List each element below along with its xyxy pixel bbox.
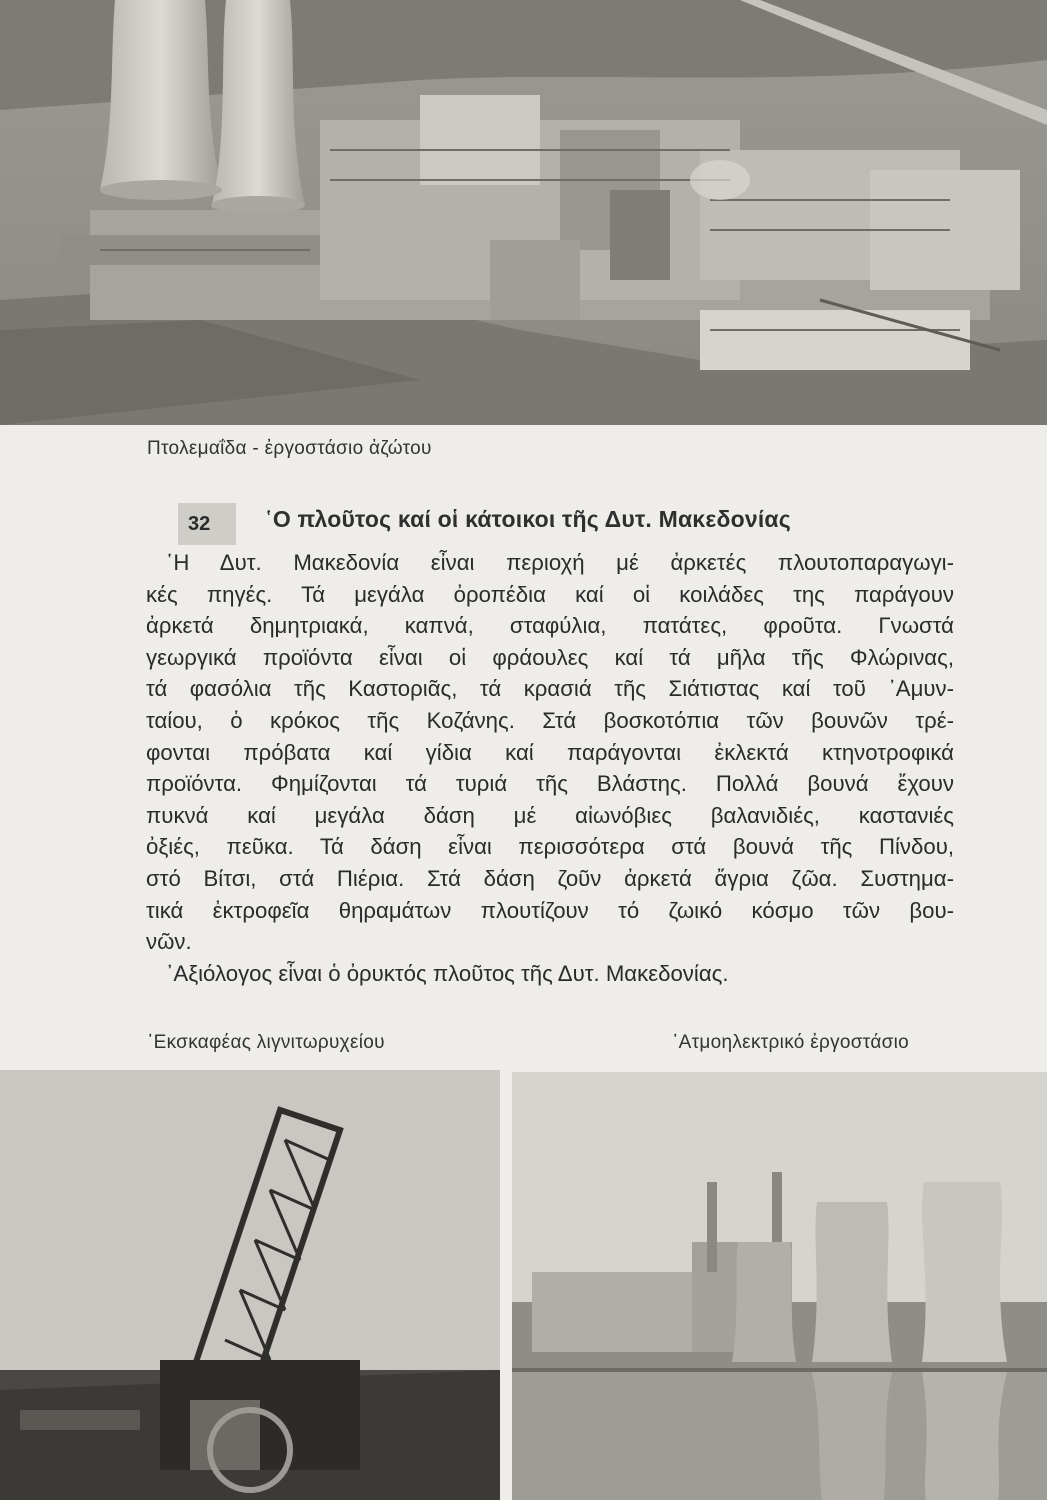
lesson-title: ῾Ο πλοῦτος καί οἱ κάτοικοι τῆς Δυτ. Μακεδονίας — [265, 506, 791, 532]
factory-photo-caption: Πτολεμαΐδα - ἐργοστάσιο ἀζώτου — [147, 438, 432, 459]
body-line: φονται πρόβατα καί γίδια καί παράγονται ἐκλεκτά κτηνοτροφικά — [146, 739, 954, 765]
body-line: τά φασόλια τῆς Καστοριᾶς, τά κρασιά τῆς Σιάτιστας καί τοῦ ᾿Αμυν- — [146, 676, 954, 702]
excavator-photo-caption: ᾿Εκσκαφέας λιγνιτωρυχείου — [147, 1032, 385, 1053]
body-paragraph — [146, 547, 954, 989]
body-line: προϊόντα. Φημίζονται τά τυριά τῆς Βλάστης. Πολλά βουνά ἔχουν — [146, 771, 954, 797]
body-line: ἀρκετά δημητριακά, καπνά, σταφύλια, πατάτες, φροῦτα. Γνωστά — [146, 613, 954, 639]
power-plant-photo — [512, 1072, 1047, 1500]
body-line: γεωργικά προϊόντα εἶναι οἱ φράουλες καί τά μῆλα τῆς Φλώρινας, — [146, 644, 954, 670]
factory-photo — [0, 0, 1047, 425]
body-line: πυκνά καί μεγάλα δάση μέ αἰωνόβιες βαλανιδιές, καστανιές — [146, 802, 954, 828]
body-line: ταίου, ὁ κρόκος τῆς Κοζάνης. Στά βοσκοτόπια τῶν βουνῶν τρέ- — [146, 707, 954, 733]
body-line: νῶν. — [146, 929, 192, 955]
body-line: ᾿Αξιόλογος εἶναι ὁ ὀρυκτός πλοῦτος τῆς Δυτ. Μακεδονίας. — [166, 960, 729, 986]
body-line: ῾Η Δυτ. Μακεδονία εἶναι περιοχή μέ ἀρκετές πλουτοπαραγωγι- — [166, 550, 954, 575]
body-line: τικά ἐκτροφεῖα θηραμάτων πλουτίζουν τό ζωικό κόσμο τῶν βου- — [146, 897, 954, 923]
body-line: ὀξιές, πεῦκα. Τά δάση εἶναι περισσότερα στά βουνά τῆς Πίνδου, — [146, 834, 954, 860]
power-plant-photo-caption: ᾿Ατμοηλεκτρικό ἐργοστάσιο — [672, 1032, 910, 1053]
excavator-photo — [0, 1070, 500, 1500]
body-line: στό Βίτσι, στά Πιέρια. Στά δάση ζοῦν ἀρκετά ἄγρια ζῶα. Συστημα- — [146, 865, 954, 891]
body-line: κές πηγές. Τά μεγάλα ὀροπέδια καί οἱ κοιλάδες της παράγουν — [146, 581, 954, 607]
lesson-number: 32 — [178, 503, 236, 545]
